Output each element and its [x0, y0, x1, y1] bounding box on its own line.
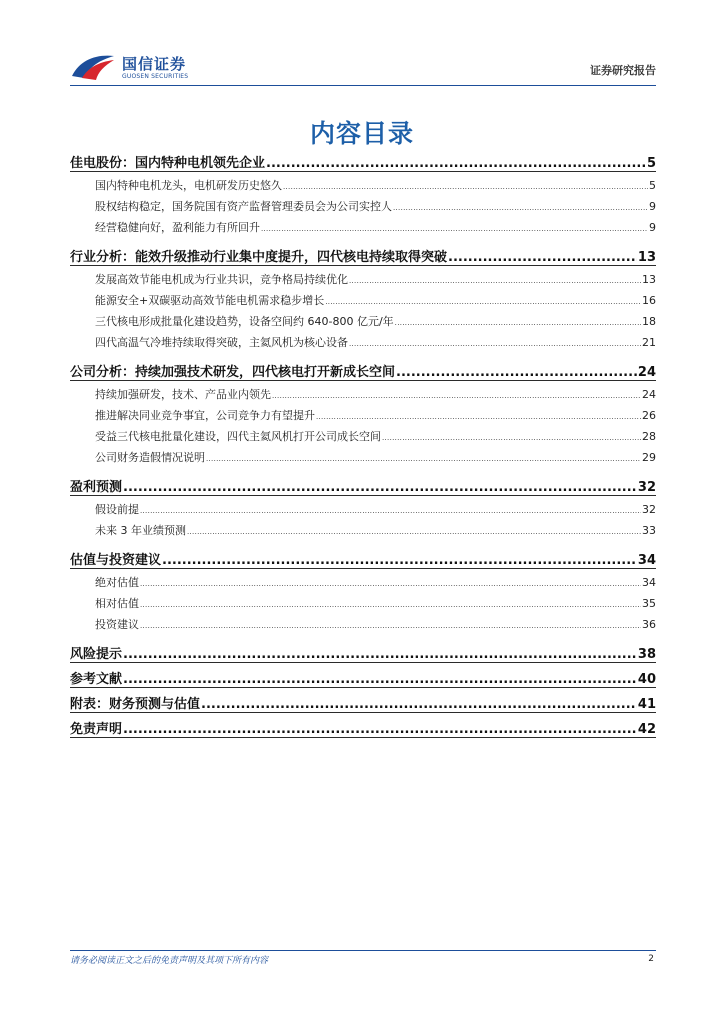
toc-entry-title: 发展高效节能电机成为行业共识，竞争格局持续优化 — [95, 273, 348, 286]
toc-section-entry[interactable] — [70, 549, 656, 569]
toc-entry-title: 佳电股份：国内特种电机领先企业 — [70, 156, 266, 171]
toc-subsection-entry[interactable] — [70, 334, 656, 350]
toc-leader-dots — [206, 451, 641, 464]
toc-entry-title: 公司分析：持续加强技术研发，四代核电打开新成长空间 — [70, 365, 396, 380]
toc-page-number: 28 — [642, 430, 656, 443]
toc-entry-title: 受益三代核电批量化建设，四代主氦风机打开公司成长空间 — [95, 430, 381, 443]
toc-leader-dots — [201, 697, 637, 712]
toc-leader-dots — [123, 647, 637, 662]
toc-section-entry[interactable] — [70, 668, 656, 688]
toc-section-entry[interactable] — [70, 476, 656, 496]
toc-subsection-entry[interactable] — [70, 219, 656, 235]
toc-page-number: 32 — [637, 480, 656, 495]
toc-leader-dots — [261, 221, 648, 234]
toc-section-entry[interactable] — [70, 718, 656, 738]
toc-page-number: 5 — [646, 156, 656, 171]
toc-page-number: 9 — [649, 200, 656, 213]
toc-page-number: 42 — [637, 722, 656, 737]
toc-page-number: 16 — [642, 294, 656, 307]
toc-subsection-entry[interactable] — [70, 595, 656, 611]
toc-page-number: 13 — [642, 273, 656, 286]
toc-page-number: 34 — [642, 576, 656, 589]
logo-chinese-name: 国信证券 — [122, 55, 187, 73]
toc-subsection-entry[interactable] — [70, 574, 656, 590]
toc-section-entry[interactable] — [70, 246, 656, 266]
toc-page-number: 5 — [649, 179, 656, 192]
toc-leader-dots — [382, 430, 641, 443]
toc-leader-dots — [349, 273, 641, 286]
toc-entry-title: 附表：财务预测与估值 — [70, 697, 201, 712]
footer-divider — [70, 950, 656, 951]
toc-subsection-entry[interactable] — [70, 522, 656, 538]
toc-subsection-entry[interactable] — [70, 616, 656, 632]
toc-page-number: 32 — [642, 503, 656, 516]
toc-section-entry[interactable] — [70, 693, 656, 713]
toc-entry-title: 股权结构稳定，国务院国有资产监督管理委员会为公司实控人 — [95, 200, 392, 213]
toc-subsection-entry[interactable] — [70, 292, 656, 308]
toc-page-number: 38 — [637, 647, 656, 662]
toc-page-number: 34 — [637, 553, 656, 568]
toc-leader-dots — [266, 156, 646, 171]
toc-entry-title: 投资建议 — [95, 618, 139, 631]
toc-leader-dots — [393, 200, 648, 213]
toc-subsection-entry[interactable] — [70, 407, 656, 423]
toc-leader-dots — [123, 480, 637, 495]
toc-entry-title: 能源安全+双碳驱动高效节能电机需求稳步增长 — [95, 294, 325, 307]
toc-entry-title: 估值与投资建议 — [70, 553, 162, 568]
toc-title: 内容目录 — [309, 119, 414, 148]
toc-entry-title: 盈利预测 — [70, 480, 123, 495]
header-divider — [70, 85, 656, 86]
toc-page-number: 40 — [637, 672, 656, 687]
toc-leader-dots — [123, 672, 637, 687]
toc-page-number: 21 — [642, 336, 656, 349]
toc-page-number: 41 — [637, 697, 656, 712]
page-header — [70, 50, 656, 84]
toc-section-entry[interactable] — [70, 152, 656, 172]
toc-entry-title: 风险提示 — [70, 647, 123, 662]
toc-leader-dots — [349, 336, 641, 349]
toc-subsection-entry[interactable] — [70, 428, 656, 444]
toc-leader-dots — [283, 179, 648, 192]
toc-leader-dots — [162, 553, 637, 568]
toc-page-number: 29 — [642, 451, 656, 464]
page-number: 2 — [648, 954, 654, 964]
footer-disclaimer: 请务必阅读正文之后的免责声明及其项下所有内容 — [70, 956, 269, 966]
toc-page-number: 26 — [642, 409, 656, 422]
toc-entry-title: 行业分析：能效升级推动行业集中度提升，四代核电持续取得突破 — [70, 250, 448, 265]
toc-leader-dots — [325, 294, 641, 307]
toc-entry-title: 未来 3 年业绩预测 — [95, 524, 186, 537]
report-type-label: 证券研究报告 — [590, 64, 656, 77]
toc-leader-dots — [187, 524, 641, 537]
toc-page-number: 13 — [637, 250, 656, 265]
logo-english-name: GUOSEN SECURITIES — [122, 73, 189, 80]
toc-subsection-entry[interactable] — [70, 449, 656, 465]
toc-subsection-entry[interactable] — [70, 177, 656, 193]
toc-leader-dots — [140, 503, 641, 516]
toc-page-number: 18 — [642, 315, 656, 328]
toc-leader-dots — [448, 250, 637, 265]
toc-subsection-entry[interactable] — [70, 271, 656, 287]
guosen-logo-icon — [70, 52, 118, 82]
toc-subsection-entry[interactable] — [70, 198, 656, 214]
toc-subsection-entry[interactable] — [70, 386, 656, 402]
toc-page-number: 9 — [649, 221, 656, 234]
toc-leader-dots — [140, 597, 641, 610]
toc-page-number: 33 — [642, 524, 656, 537]
toc-entry-title: 四代高温气冷堆持续取得突破，主氦风机为核心设备 — [95, 336, 348, 349]
toc-page-number: 35 — [642, 597, 656, 610]
toc-leader-dots — [396, 365, 637, 380]
toc-entry-title: 假设前提 — [95, 503, 139, 516]
toc-entry-title: 参考文献 — [70, 672, 123, 687]
toc-subsection-entry[interactable] — [70, 501, 656, 517]
toc-entry-title: 持续加强研发，技术、产品业内领先 — [95, 388, 271, 401]
toc-entry-title: 国内特种电机龙头，电机研发历史悠久 — [95, 179, 282, 192]
toc-page-number: 24 — [642, 388, 656, 401]
toc-leader-dots — [272, 388, 641, 401]
toc-leader-dots — [395, 315, 641, 328]
toc-entry-title: 相对估值 — [95, 597, 139, 610]
toc-section-entry[interactable] — [70, 361, 656, 381]
toc-entry-title: 推进解决同业竞争事宜，公司竞争力有望提升 — [95, 409, 315, 422]
toc-section-entry[interactable] — [70, 643, 656, 663]
toc-leader-dots — [123, 722, 637, 737]
toc-leader-dots — [140, 618, 641, 631]
toc-leader-dots — [140, 576, 641, 589]
toc-entry-title: 公司财务造假情况说明 — [95, 451, 205, 464]
toc-subsection-entry[interactable] — [70, 313, 656, 329]
toc-page-number: 36 — [642, 618, 656, 631]
toc-entry-title: 经营稳健向好，盈利能力有所回升 — [95, 221, 260, 234]
toc-leader-dots — [316, 409, 641, 422]
toc-entry-title: 免责声明 — [70, 722, 123, 737]
toc-page-number: 24 — [637, 365, 656, 380]
toc-entry-title: 绝对估值 — [95, 576, 139, 589]
toc-entry-title: 三代核电形成批量化建设趋势，设备空间约 640-800 亿元/年 — [95, 315, 394, 328]
